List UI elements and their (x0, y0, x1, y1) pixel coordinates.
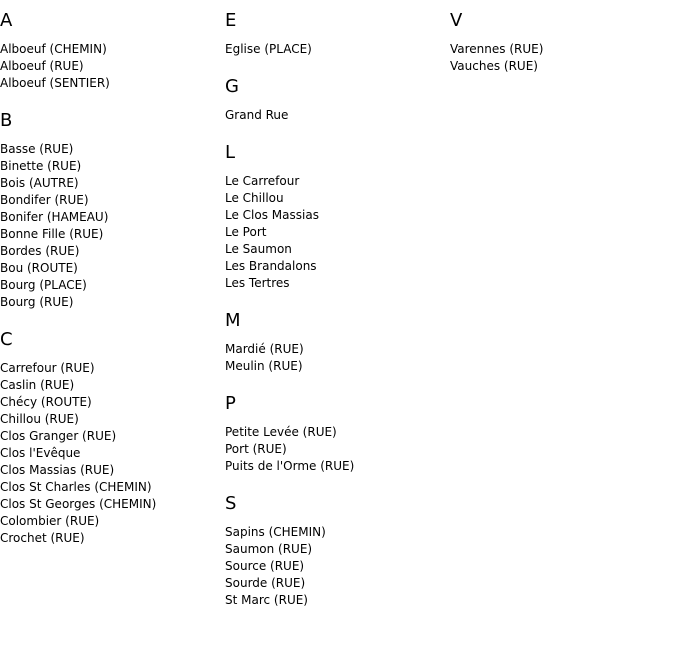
letter-group-g (225, 76, 450, 124)
street-link[interactable]: Clos St Charles (CHEMIN) (0, 480, 152, 494)
letter-heading: M (225, 310, 241, 331)
street-link[interactable]: Bordes (RUE) (0, 244, 80, 258)
letter-group-b (0, 110, 225, 311)
letter-group-s (225, 493, 450, 609)
street-index-column-1 (0, 10, 225, 565)
street-link[interactable]: Le Saumon (225, 242, 292, 256)
street-link[interactable]: Colombier (RUE) (0, 514, 100, 528)
letter-heading: L (225, 142, 236, 163)
street-link[interactable]: Basse (RUE) (0, 142, 74, 156)
street-index-column-3 (450, 10, 675, 93)
street-link[interactable]: Les Tertres (225, 276, 290, 290)
street-link[interactable]: Mardié (RUE) (225, 342, 304, 356)
street-link[interactable]: Clos St Georges (CHEMIN) (0, 497, 157, 511)
street-link[interactable]: Source (RUE) (225, 559, 305, 573)
street-link[interactable]: Grand Rue (225, 108, 289, 122)
letter-group-p (225, 393, 450, 475)
street-link[interactable]: Bonne Fille (RUE) (0, 227, 104, 241)
letter-heading: E (225, 10, 237, 31)
letter-heading: V (450, 10, 463, 31)
letter-heading: S (225, 493, 237, 514)
street-link[interactable]: Carrefour (RUE) (0, 361, 95, 375)
street-link[interactable]: Meulin (RUE) (225, 359, 303, 373)
letter-heading: C (0, 329, 13, 350)
letter-heading: G (225, 76, 239, 97)
letter-group-e (225, 10, 450, 58)
street-link[interactable]: Eglise (PLACE) (225, 42, 312, 56)
street-link[interactable]: St Marc (RUE) (225, 593, 308, 607)
street-link[interactable]: Le Carrefour (225, 174, 300, 188)
letter-group-l (225, 142, 450, 292)
street-link[interactable]: Alboeuf (RUE) (0, 59, 84, 73)
street-link[interactable]: Sourde (RUE) (225, 576, 306, 590)
street-link[interactable]: Le Clos Massias (225, 208, 319, 222)
street-link[interactable]: Bou (ROUTE) (0, 261, 78, 275)
street-link[interactable]: Bourg (PLACE) (0, 278, 87, 292)
letter-heading: B (0, 110, 13, 131)
street-link[interactable]: Bonifer (HAMEAU) (0, 210, 109, 224)
street-link[interactable]: Binette (RUE) (0, 159, 82, 173)
street-link[interactable]: Chillou (RUE) (0, 412, 79, 426)
street-link[interactable]: Alboeuf (CHEMIN) (0, 42, 107, 56)
street-link[interactable]: Bondifer (RUE) (0, 193, 89, 207)
letter-heading: P (225, 393, 236, 414)
street-link[interactable]: Puits de l'Orme (RUE) (225, 459, 355, 473)
street-link[interactable]: Saumon (RUE) (225, 542, 313, 556)
letter-group-a (0, 10, 225, 92)
street-link[interactable]: Bourg (RUE) (0, 295, 74, 309)
letter-group-m (225, 310, 450, 375)
street-link[interactable]: Alboeuf (SENTIER) (0, 76, 110, 90)
street-index-column-2 (225, 10, 450, 627)
street-link[interactable]: Clos Granger (RUE) (0, 429, 117, 443)
street-link[interactable]: Clos Massias (RUE) (0, 463, 115, 477)
letter-heading: A (0, 10, 13, 31)
street-link[interactable]: Le Port (225, 225, 267, 239)
street-link[interactable]: Les Brandalons (225, 259, 317, 273)
street-link[interactable]: Caslin (RUE) (0, 378, 75, 392)
street-link[interactable]: Clos l'Evêque (0, 446, 81, 460)
street-link[interactable]: Sapins (CHEMIN) (225, 525, 326, 539)
street-link[interactable]: Chécy (ROUTE) (0, 395, 92, 409)
street-link[interactable]: Bois (AUTRE) (0, 176, 79, 190)
letter-group-v (450, 10, 675, 75)
street-link[interactable]: Petite Levée (RUE) (225, 425, 337, 439)
street-link[interactable]: Port (RUE) (225, 442, 287, 456)
street-link[interactable]: Crochet (RUE) (0, 531, 85, 545)
street-link[interactable]: Varennes (RUE) (450, 42, 544, 56)
street-link[interactable]: Le Chillou (225, 191, 284, 205)
street-link[interactable]: Vauches (RUE) (450, 59, 538, 73)
letter-group-c (0, 329, 225, 547)
